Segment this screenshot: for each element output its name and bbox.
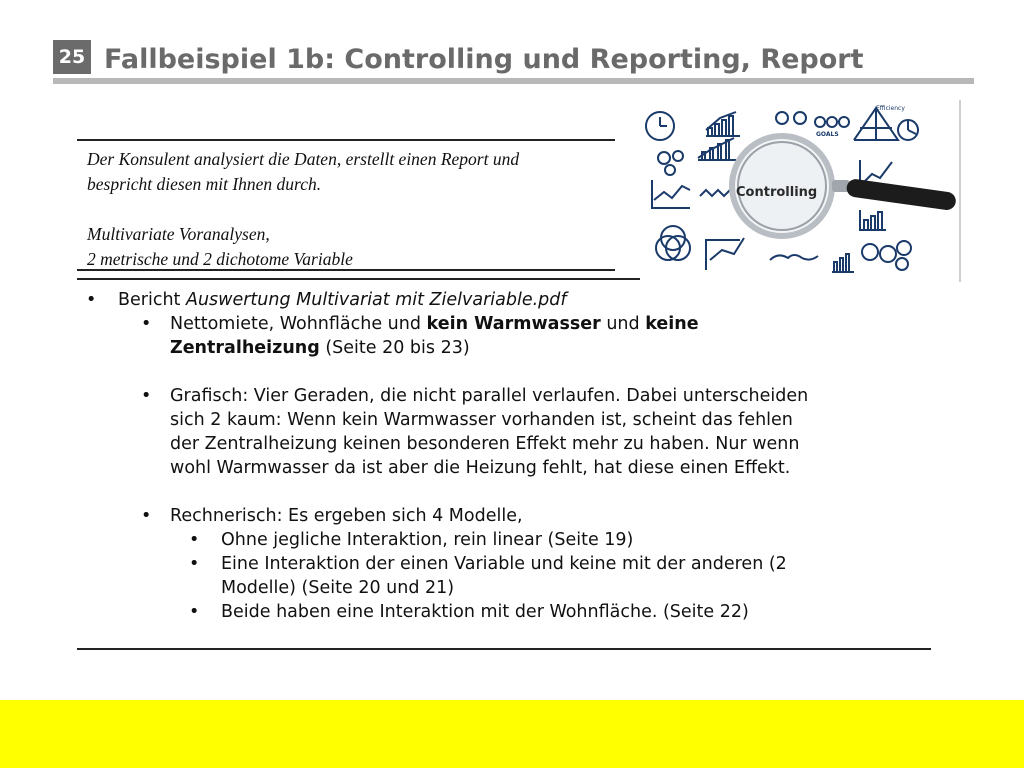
- intro-line: bespricht diesen mit Ihnen durch.: [87, 174, 322, 194]
- intro-line: Multivariate Voranalysen,: [87, 224, 270, 244]
- sub-bullet-item: • Beide haben eine Interaktion mit der Wohnfläche. (Seite 22): [189, 602, 749, 622]
- intro-text: [87, 147, 607, 272]
- intro-top-rule: [77, 139, 615, 141]
- controlling-illustration: [640, 100, 962, 280]
- bullet-content: [86, 288, 926, 624]
- bullet-item: • Bericht Auswertung Multivariat mit Zielvariable.pdf: [86, 290, 567, 310]
- intro-line: 2 metrische und 2 dichotome Variable: [87, 249, 353, 269]
- image-border: [959, 100, 961, 282]
- report-filename: Auswertung Multivariat mit Zielvariable.pdf: [185, 290, 567, 310]
- sub-bullet-item: • Ohne jegliche Interaktion, rein linear (Seite 19): [189, 530, 634, 550]
- illustration-label: Controlling: [736, 185, 818, 200]
- bullet-marker: •: [189, 530, 200, 550]
- bullet-continuation: Modelle) (Seite 20 und 21): [221, 578, 455, 598]
- bullet-continuation: Zentralheizung (Seite 20 bis 23): [170, 338, 470, 358]
- bullet-item: • Nettomiete, Wohnfläche und kein Warmwasser und keine: [141, 314, 699, 334]
- bullet-continuation: sich 2 kaum: Wenn kein Warmwasser vorhanden ist, scheint das fehlen: [170, 410, 793, 430]
- illustration-text: Efficiency: [876, 105, 905, 112]
- bullet-marker: •: [141, 386, 152, 406]
- sub-bullet-item: • Eine Interaktion der einen Variable und keine mit der anderen (2: [189, 554, 787, 574]
- intro-bottom-rule: [77, 269, 615, 271]
- content-bottom-rule: [77, 648, 931, 650]
- bullet-continuation: der Zentralheizung keinen besonderen Effekt mehr zu haben. Nur wenn: [170, 434, 800, 454]
- bullet-item: • Rechnerisch: Es ergeben sich 4 Modelle,: [141, 506, 523, 526]
- title-underline: [53, 78, 974, 84]
- page-number-badge: 25: [53, 40, 91, 74]
- bullet-item: • Grafisch: Vier Geraden, die nicht parallel verlaufen. Dabei unterscheiden: [141, 386, 809, 406]
- bullet-marker: •: [86, 290, 97, 310]
- footer-band: [0, 700, 1024, 768]
- bullet-marker: •: [189, 602, 200, 622]
- illustration-text: GOALS: [816, 131, 839, 138]
- slide-title: Fallbeispiel 1b: Controlling und Reporting, Report: [104, 44, 864, 75]
- bullet-marker: •: [141, 314, 152, 334]
- intro-line: Der Konsulent analysiert die Daten, erstellt einen Report und: [87, 149, 520, 169]
- bullet-marker: •: [189, 554, 200, 574]
- bullet-continuation: wohl Warmwasser da ist aber die Heizung fehlt, hat diese einen Effekt.: [170, 458, 791, 478]
- bullet-marker: •: [141, 506, 152, 526]
